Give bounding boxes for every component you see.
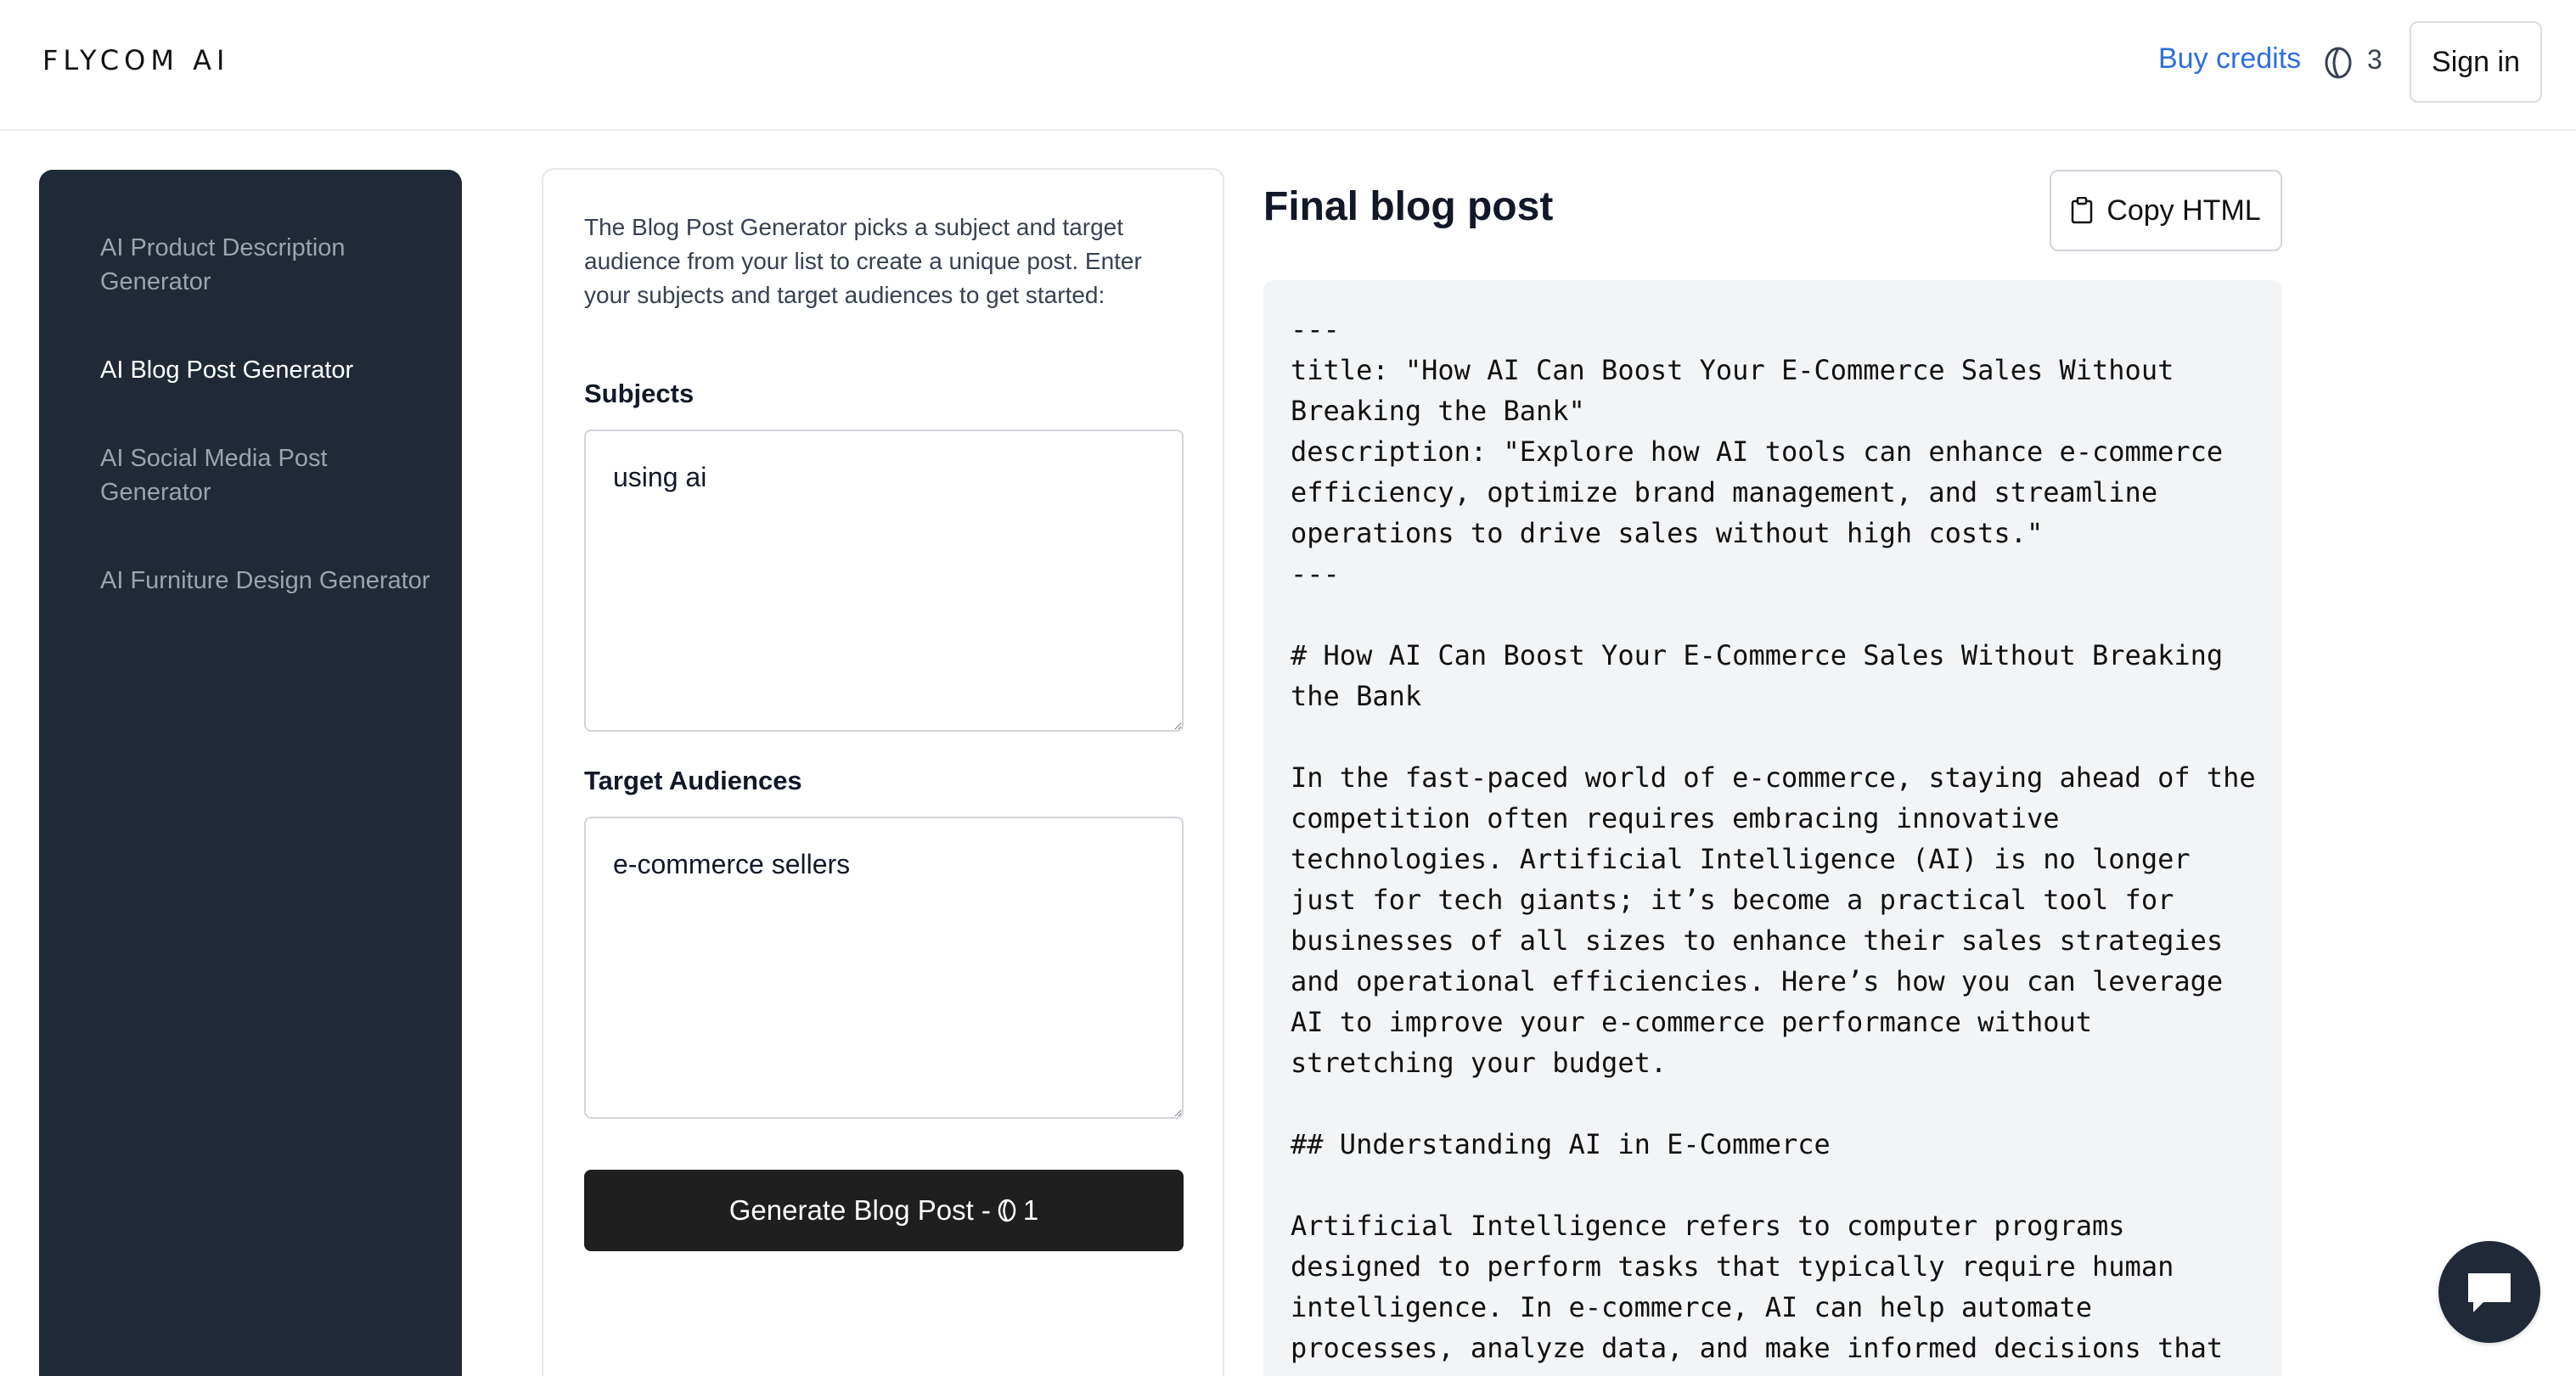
generate-button-label: Generate Blog Post - bbox=[728, 1194, 991, 1226]
sidebar-item-social-media-post[interactable]: AI Social Media Post Generator bbox=[100, 445, 328, 506]
buy-credits-link[interactable]: Buy credits bbox=[2158, 42, 2302, 75]
sidebar-item-product-description[interactable]: AI Product Description Generator bbox=[100, 234, 346, 295]
chat-icon bbox=[2463, 1268, 2516, 1316]
target-audiences-label: Target Audiences bbox=[584, 766, 802, 795]
blog-post-output[interactable] bbox=[1263, 280, 2282, 1376]
logo[interactable]: FLYCOM AI bbox=[42, 44, 230, 76]
target-audiences-input[interactable] bbox=[584, 817, 1184, 1119]
subjects-label: Subjects bbox=[584, 379, 695, 408]
sidebar-item-furniture-design[interactable]: AI Furniture Design Generator bbox=[100, 567, 430, 594]
generate-button-cost: 1 bbox=[1022, 1194, 1039, 1226]
sidebar bbox=[39, 170, 462, 1376]
sidebar-item-blog-post[interactable]: AI Blog Post Generator bbox=[100, 357, 354, 384]
copy-html-label: Copy HTML bbox=[2106, 194, 2261, 227]
top-header bbox=[0, 0, 2576, 131]
subjects-input[interactable] bbox=[584, 430, 1184, 732]
generate-blog-post-button[interactable] bbox=[584, 1170, 1184, 1251]
clipboard-icon bbox=[2071, 197, 2093, 224]
generator-form-panel bbox=[542, 168, 1224, 1376]
output-title: Final blog post bbox=[1263, 184, 1554, 229]
credit-count: 3 bbox=[2367, 44, 2382, 75]
coin-icon bbox=[998, 1198, 1016, 1223]
blog-post-content: --- title: "How AI Can Boost Your E-Commerce Sales Without Breaking the Bank" description: "Explore how AI tools can enhance e-commerce efficiency, optimize brand management, and streamline operations to drive sales without high costs." --- # How AI Can Boost Your E-Commerce Sales Without Breaking the Bank In the fast-paced world of e-commerce, staying ahead of the competition often requires embracing innovative technologies. Artificial Intelligence (AI) is no longer just for tech giants; it’s become a practical tool for businesses of all sizes to enhance their sales strategies and operational efficiencies. Here’s how you can leverage AI to improve your e-commerce performance without stretching your budget. ## Understanding AI in E-Commerce Artificial Intelligence refers to computer programs designed to perform tasks that typically require human intelligence. In e-commerce, AI can help automate processes, analyze data, and make informed decisions that bbox=[1291, 313, 2256, 1364]
copy-html-button[interactable] bbox=[2050, 170, 2282, 251]
sign-in-button[interactable]: Sign in bbox=[2410, 21, 2542, 103]
coin-icon bbox=[2325, 46, 2352, 80]
chat-widget-button[interactable] bbox=[2438, 1241, 2540, 1343]
intro-text: The Blog Post Generator picks a subject and target audience from your list to create a unique post. Enter your subjects and target audiences to get started: bbox=[584, 214, 1142, 308]
